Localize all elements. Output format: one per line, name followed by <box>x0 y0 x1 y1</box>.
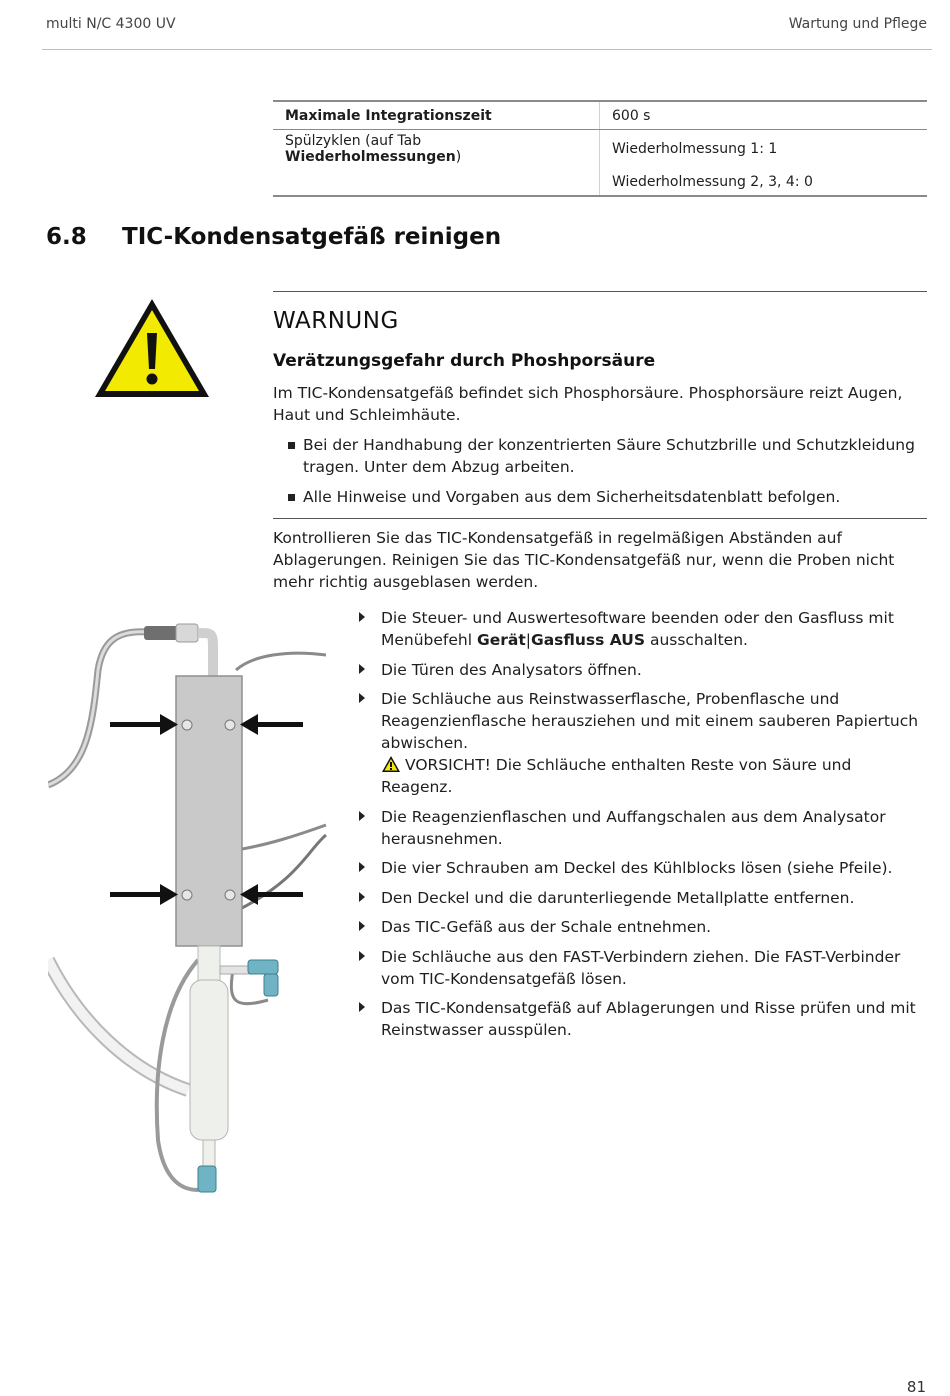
list-item: Bei der Handhabung der konzentrierten Säure Schutzbrille und Schutzkleidung tragen. Unter dem Abzug arbeiten. <box>288 434 918 478</box>
list-item: Die vier Schrauben am Deckel des Kühlblocks lösen (siehe Pfeile). <box>357 857 927 879</box>
list-item: Die Schläuche aus Reinstwasserflasche, Probenflasche und Reagenzienflasche herausziehen und mit einem sauberen Papiertuch abwischen. VORSICHT! Die Schläuche enthalten Reste von Säure und Reagenz. <box>357 688 927 798</box>
list-item: Die Schläuche aus den FAST-Verbindern ziehen. Die FAST-Verbinder vom TIC-Kondensatgefäß lösen. <box>357 946 927 990</box>
section-title: TIC-Kondensatgefäß reinigen <box>122 224 502 250</box>
list-item: Das TIC-Gefäß aus der Schale entnehmen. <box>357 916 927 938</box>
table-cell-label: Maximale Integrationszeit <box>273 101 600 130</box>
tic-condensate-vessel-illustration <box>48 600 338 1200</box>
warning-text: Im TIC-Kondensatgefäß befindet sich Phosphorsäure. Phosphorsäure reizt Augen, Haut und Schleimhäute. <box>273 384 903 424</box>
table-cell-value: 600 s <box>600 101 928 130</box>
table-cell-value: Wiederholmessung 1: 1 <box>612 141 778 157</box>
section-number: 6.8 <box>46 224 87 250</box>
page-number: 81 <box>906 1378 926 1396</box>
caution-triangle-icon <box>381 755 401 773</box>
list-item: Die Türen des Analysators öffnen. <box>357 659 927 681</box>
list-item: Das TIC-Kondensatgefäß auf Ablagerungen und Risse prüfen und mit Reinstwasser ausspülen. <box>357 997 927 1041</box>
warning-triangle-icon <box>93 297 211 399</box>
warning-subtitle: Verätzungsgefahr durch Phoshporsäure <box>273 351 656 371</box>
warning-top-rule <box>273 291 927 292</box>
table-row <box>273 101 927 130</box>
header-product-name: multi N/C 4300 UV <box>46 16 176 32</box>
caution-note: VORSICHT! Die Schläuche enthalten Reste von Säure und Reagenz. <box>381 756 852 796</box>
table-row <box>273 130 927 169</box>
list-item: Alle Hinweise und Vorgaben aus dem Sicherheitsdatenblatt befolgen. <box>288 486 918 508</box>
warning-bullet-list <box>288 434 918 516</box>
table-row <box>273 168 927 196</box>
header-chapter-title: Wartung und Pflege <box>788 16 927 32</box>
intro-paragraph: Kontrollieren Sie das TIC-Kondensatgefäß in regelmäßigen Abständen auf Ablagerungen. Reinigen Sie das TIC-Kondensatgefäß nur, wenn die Proben nicht mehr richtig ausgeblasen werden. <box>273 529 895 591</box>
table-cell-value: Wiederholmessung 2, 3, 4: 0 <box>600 168 928 196</box>
warning-bottom-rule <box>273 518 927 519</box>
list-item: Die Reagenzienflaschen und Auffangschalen aus dem Analysator herausnehmen. <box>357 806 927 850</box>
list-item: Den Deckel und die darunterliegende Metallplatte entfernen. <box>357 887 927 909</box>
procedure-steps <box>357 607 927 1049</box>
section-heading <box>46 224 501 250</box>
header-divider <box>42 49 932 50</box>
table-cell-label <box>273 168 600 196</box>
table-cell-label: Spülzyklen (auf Tab Wiederholmessungen) <box>273 130 600 169</box>
list-item: Die Steuer- und Auswertesoftware beenden oder den Gasfluss mit Menübefehl Gerät|Gasfluss AUS ausschalten. <box>357 607 927 651</box>
parameter-table <box>273 100 927 197</box>
warning-title: WARNUNG <box>273 308 399 334</box>
